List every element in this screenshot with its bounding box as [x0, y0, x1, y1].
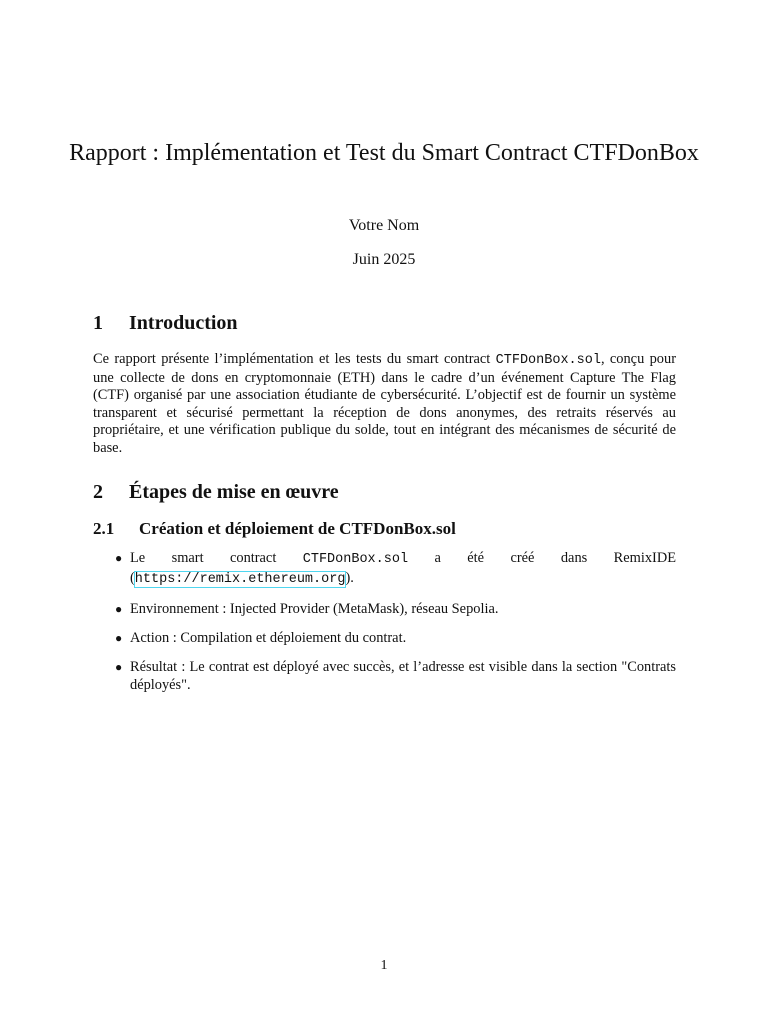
remix-link[interactable]: https://remix.ethereum.org — [134, 572, 346, 587]
subsection-heading-creation — [93, 519, 456, 539]
introduction-paragraph — [93, 351, 676, 458]
section-title: Introduction — [129, 312, 238, 334]
section-number: 1 — [93, 312, 103, 334]
list-item-code: CTFDonBox.sol — [302, 552, 409, 567]
steps-list — [93, 549, 676, 705]
intro-text-part1: Ce rapport présente l’implémentation et les tests du smart contract — [93, 351, 496, 367]
subsection-number: 2.1 — [93, 519, 115, 538]
intro-text-part2: , conçu pour une collecte de dons en cryptomonnaie (ETH) dans le cadre d’un événement Capture The Flag (CTF) organisé par une association étudiante de cybersécurité. L’objectif est de fournir un système transparent et sécurisé permettant la réception de dons anonymes, des retraits réservés au propriétaire, et une vérification publique du solde, tout en intégrant des mécanismes de sécurité de base. — [93, 351, 676, 456]
list-item — [93, 629, 676, 647]
document-author: Votre Nom — [348, 217, 420, 234]
list-item-text: Le smart contract — [130, 550, 303, 566]
bullet-icon: ● — [115, 551, 123, 565]
subsection-title: Création et déploiement de CTFDonBox.sol — [139, 519, 456, 538]
bullet-icon: ● — [115, 631, 123, 645]
bullet-icon: ● — [115, 602, 123, 616]
list-item-text: Action : Compilation et déploiement du contrat. — [130, 630, 407, 646]
document-title: Rapport : Implémentation et Test du Smart Contract CTFDonBox — [69, 140, 699, 166]
section-heading-introduction — [93, 312, 238, 335]
section-number: 2 — [93, 481, 103, 503]
list-item-text: Résultat : Le contrat est déployé avec succès, et l’adresse est visible dans la section "Contrats déployés". — [130, 659, 676, 693]
list-item — [93, 549, 676, 589]
list-item-text: ). — [345, 570, 354, 586]
list-item — [93, 600, 676, 618]
intro-code-filename: CTFDonBox.sol — [495, 353, 601, 368]
list-item-text: Environnement : Injected Provider (MetaMask), réseau Sepolia. — [130, 601, 499, 617]
document-date: Juin 2025 — [352, 251, 416, 268]
bullet-icon: ● — [115, 660, 123, 674]
section-heading-etapes — [93, 481, 339, 504]
list-item-text: a été créé dans RemixIDE ( — [130, 550, 676, 586]
section-title: Étapes de mise en œuvre — [129, 481, 339, 503]
list-item — [93, 658, 676, 694]
page-number: 1 — [380, 958, 388, 973]
